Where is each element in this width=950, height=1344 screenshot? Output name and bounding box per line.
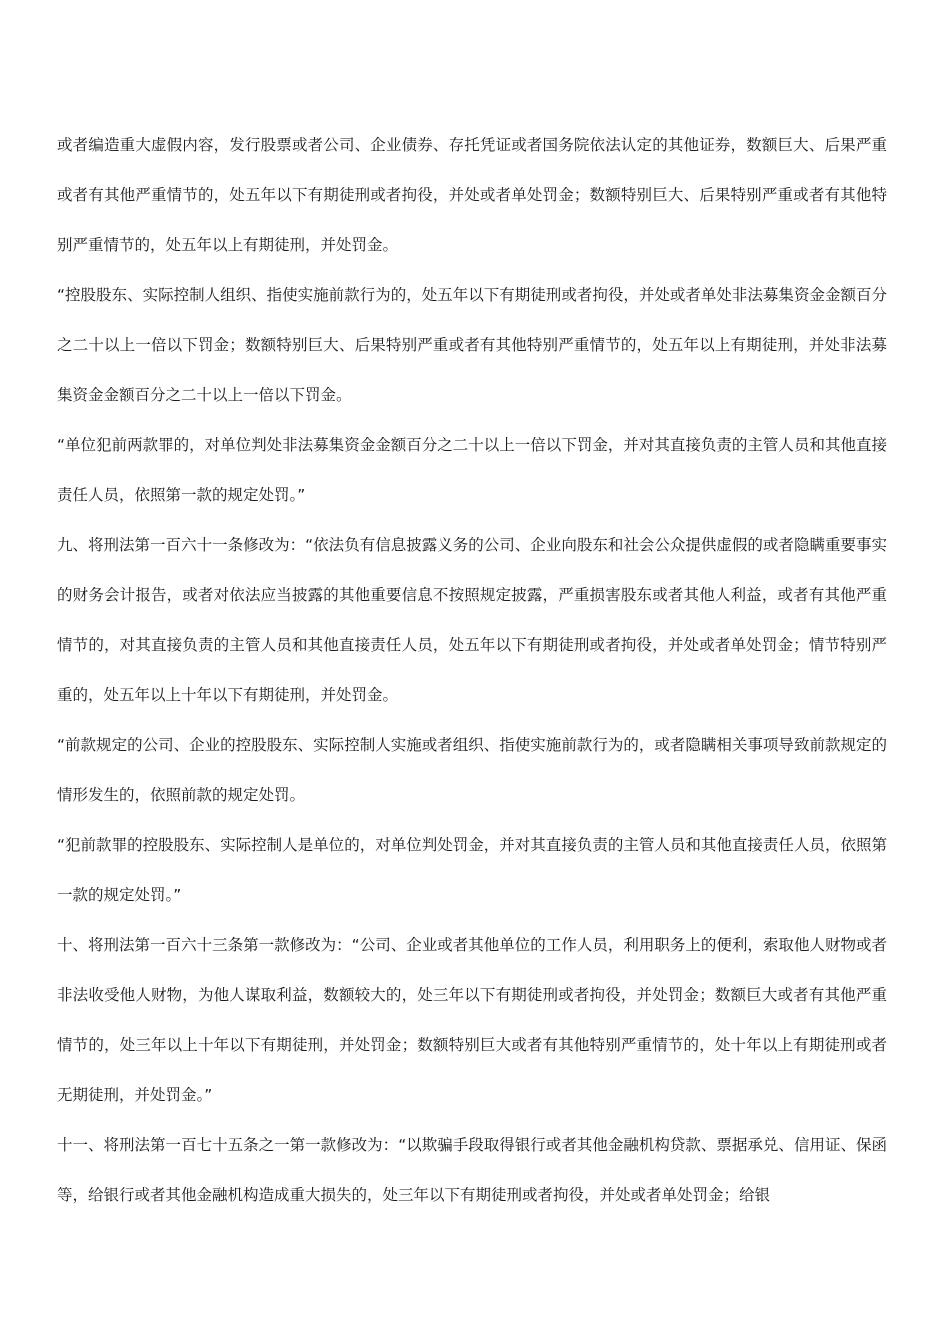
- document-body: [57, 120, 887, 1220]
- paragraph-3: “单位犯前两款罪的，对单位判处非法募集资金金额百分之二十以上一倍以下罚金，并对其直接负责的主管人员和其他直接责任人员，依照第一款的规定处罚。”: [57, 436, 887, 504]
- paragraph-6: “犯前款罪的控股股东、实际控制人是单位的，对单位判处罚金，并对其直接负责的主管人员和其他直接责任人员，依照第一款的规定处罚。”: [57, 836, 887, 904]
- paragraph-7: 十、将刑法第一百六十三条第一款修改为：“公司、企业或者其他单位的工作人员，利用职务上的便利，索取他人财物或者非法收受他人财物，为他人谋取利益，数额较大的，处三年以下有期徒刑或者拘役，并处罚金；数额巨大或者有其他严重情节的，处三年以上十年以下有期徒刑，并处罚金；数额特别巨大或者有其他特别严重情节的，处十年以上有期徒刑或者无期徒刑，并处罚金。”: [57, 936, 887, 1104]
- paragraph-1: 或者编造重大虚假内容，发行股票或者公司、企业债券、存托凭证或者国务院依法认定的其他证券，数额巨大、后果严重或者有其他严重情节的，处五年以下有期徒刑或者拘役，并处或者单处罚金；数额特别巨大、后果特别严重或者有其他特别严重情节的，处五年以上有期徒刑，并处罚金。: [57, 136, 887, 254]
- paragraph-2: “控股股东、实际控制人组织、指使实施前款行为的，处五年以下有期徒刑或者拘役，并处或者单处非法募集资金金额百分之二十以上一倍以下罚金；数额特别巨大、后果特别严重或者有其他特别严重情节的，处五年以上有期徒刑，并处非法募集资金金额百分之二十以上一倍以下罚金。: [57, 286, 887, 404]
- paragraph-8: 十一、将刑法第一百七十五条之一第一款修改为：“以欺骗手段取得银行或者其他金融机构贷款、票据承兑、信用证、保函等，给银行或者其他金融机构造成重大损失的，处三年以下有期徒刑或者拘役，并处或者单处罚金；给银: [57, 1136, 887, 1204]
- paragraph-4: 九、将刑法第一百六十一条修改为：“依法负有信息披露义务的公司、企业向股东和社会公众提供虚假的或者隐瞒重要事实的财务会计报告，或者对依法应当披露的其他重要信息不按照规定披露，严重损害股东或者其他人利益，或者有其他严重情节的，对其直接负责的主管人员和其他直接责任人员，处五年以下有期徒刑或者拘役，并处或者单处罚金；情节特别严重的，处五年以上十年以下有期徒刑，并处罚金。: [57, 536, 887, 704]
- paragraph-5: “前款规定的公司、企业的控股股东、实际控制人实施或者组织、指使实施前款行为的，或者隐瞒相关事项导致前款规定的情形发生的，依照前款的规定处罚。: [57, 736, 887, 804]
